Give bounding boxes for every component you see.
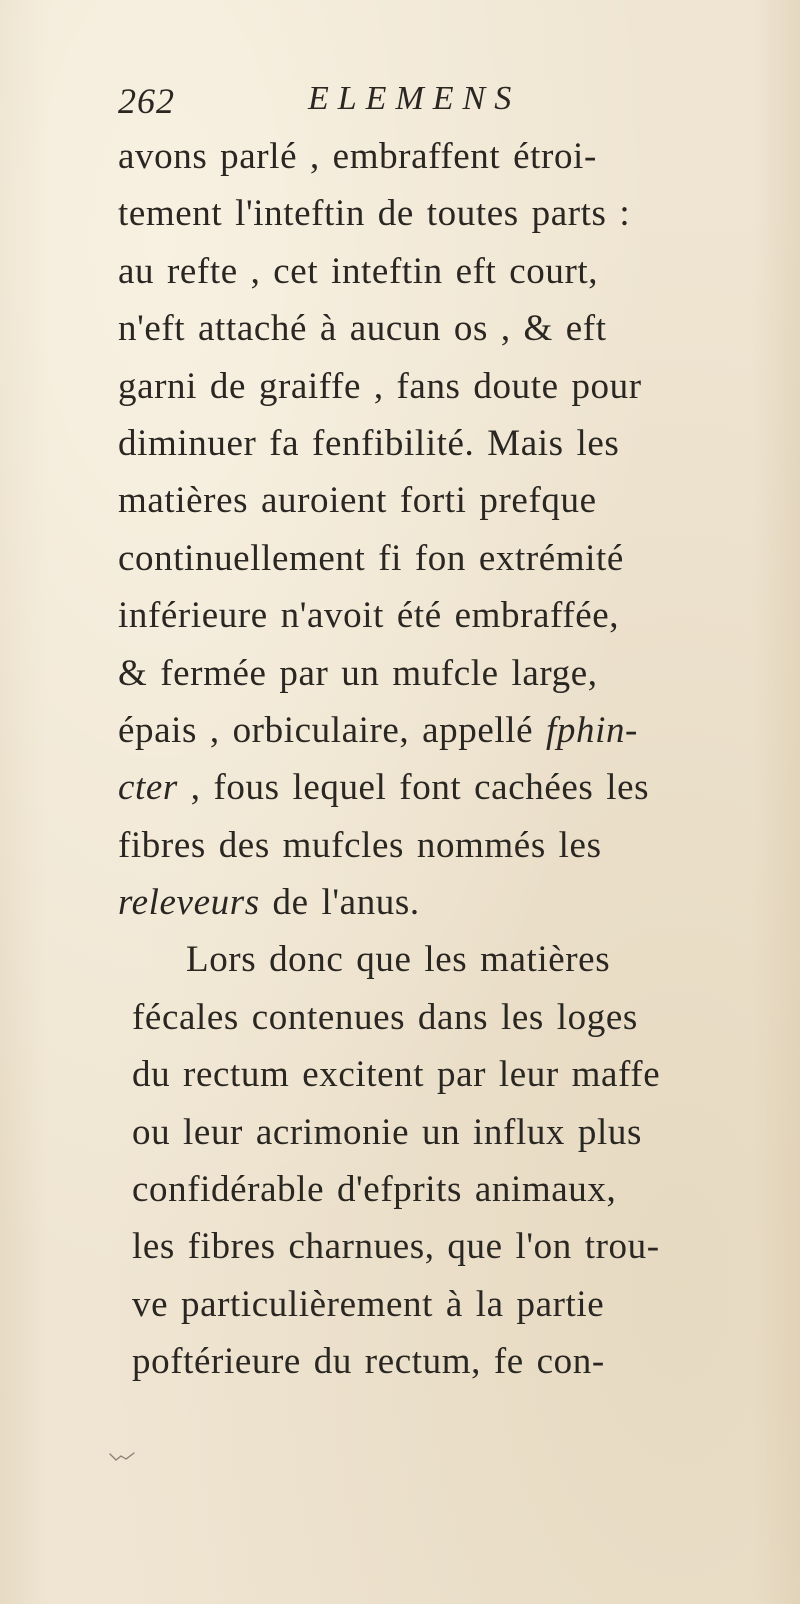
text-line: n'eft attaché à aucun os , & eft <box>118 308 607 350</box>
text-line: ou leur acrimonie un influx plus <box>132 1111 642 1153</box>
text-run: , fous lequel font cachées les <box>177 767 650 809</box>
text-line: du rectum excitent par leur maffe <box>132 1054 661 1096</box>
paragraph-1 <box>118 128 758 931</box>
text-line: fibres des mufcles nommés les <box>118 824 602 866</box>
running-head <box>118 76 678 132</box>
page-number: 262 <box>118 81 175 121</box>
running-title: ELEMENS <box>308 80 521 117</box>
text-line: matières auroient forti prefque <box>118 480 597 522</box>
text-line: au refte , cet inteftin eft court, <box>118 250 599 292</box>
text-line: garni de graiffe , fans doute pour <box>118 365 642 407</box>
text-line <box>118 702 758 759</box>
text-line: & fermée par un mufcle large, <box>118 652 598 694</box>
text-line: tement l'inteftin de toutes parts : <box>118 193 631 235</box>
italic-term: cter <box>118 767 178 809</box>
text-line <box>118 874 758 931</box>
text-run: de l'anus. <box>259 882 420 924</box>
italic-term: releveurs <box>118 882 260 924</box>
paragraph-2 <box>118 931 758 1390</box>
text-line: continuellement fi fon extrémité <box>118 537 624 579</box>
text-line: inférieure n'avoit été embraffée, <box>118 595 620 637</box>
text-line: ve particulièrement à la partie <box>132 1283 605 1325</box>
text-line: les fibres charnues, que l'on trou- <box>132 1226 660 1268</box>
text-line: diminuer fa fenfibilité. Mais les <box>118 422 620 464</box>
ink-mark-icon <box>108 1450 138 1464</box>
text-line: fécales contenues dans les loges <box>132 996 638 1038</box>
text-line: poftérieure du rectum, fe con- <box>132 1341 605 1383</box>
text-line <box>118 759 758 816</box>
text-run: épais , orbiculaire, appellé <box>118 709 546 751</box>
body-text <box>118 128 758 1391</box>
text-line: avons parlé , embraffent étroi- <box>118 136 597 177</box>
text-line: Lors donc que les matières <box>186 939 611 981</box>
text-line: confidérable d'efprits animaux, <box>132 1169 617 1211</box>
italic-term: fphin- <box>546 709 638 751</box>
